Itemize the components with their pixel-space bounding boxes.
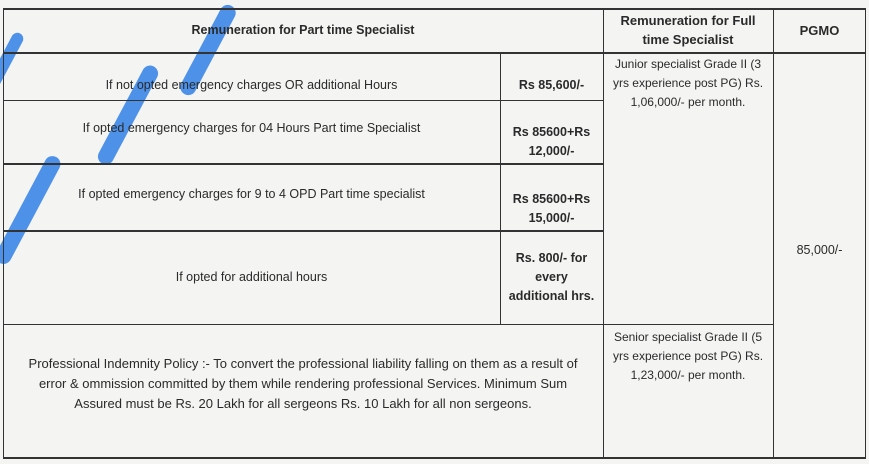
divider xyxy=(3,163,603,165)
row-condition: If opted emergency charges for 9 to 4 OPD Part time specialist xyxy=(78,187,425,201)
senior-specialist-remuneration: Senior specialist Grade II (5 yrs experience post PG) Rs. 1,23,000/- per month. xyxy=(612,330,764,382)
divider xyxy=(3,324,773,325)
indemnity-policy: Professional Indemnity Policy :- To convert the professional liability falling on them as a result of error & ommission committed by them while rendering professional Services. Minimum Sum Assured must be Rs. 20 Lakh for all sergeons Rs. 10 Lakh for all non sergeons. xyxy=(28,356,578,411)
header-part-time: Remuneration for Part time Specialist xyxy=(191,22,415,37)
pgmo-value: 85,000/- xyxy=(796,242,843,257)
row-condition: If opted emergency charges for 04 Hours Part time Specialist xyxy=(82,121,421,135)
junior-specialist-remuneration: Junior specialist Grade II (3 yrs experience post PG) Rs. 1,06,000/- per month. xyxy=(612,57,764,109)
divider xyxy=(603,8,604,459)
divider xyxy=(3,8,4,459)
divider xyxy=(3,52,866,54)
row-amount: Rs 85600+Rs 12,000/- xyxy=(512,125,591,158)
divider xyxy=(3,457,866,459)
row-amount: Rs 85,600/- xyxy=(518,78,585,92)
divider xyxy=(3,100,603,101)
divider xyxy=(865,8,866,459)
divider xyxy=(500,52,501,324)
header-full-time: Remuneration for Full time Specialist xyxy=(620,13,756,47)
divider xyxy=(3,8,866,10)
divider xyxy=(3,230,603,232)
row-amount: Rs. 800/- for every additional hrs. xyxy=(508,250,595,303)
row-amount: Rs 85600+Rs 15,000/- xyxy=(512,192,591,225)
row-condition: If not opted emergency charges OR additional Hours xyxy=(105,78,398,92)
divider xyxy=(773,8,774,459)
header-pgmo: PGMO xyxy=(799,22,840,38)
row-condition: If opted for additional hours xyxy=(175,269,328,284)
